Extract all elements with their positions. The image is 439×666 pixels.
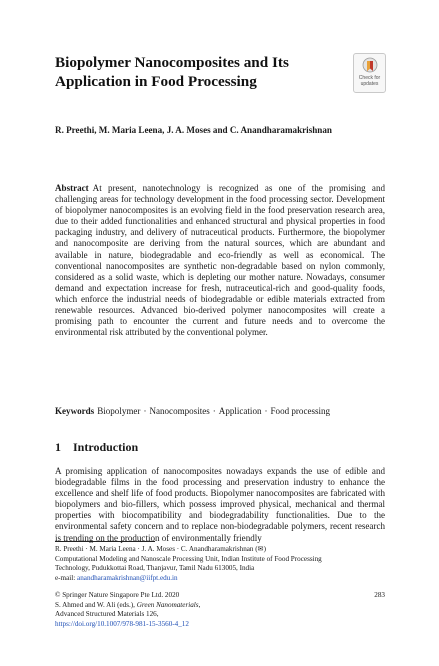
doi-link[interactable]: https://doi.org/10.1007/978-981-15-3560-4_12 — [55, 619, 189, 628]
section-number: 1 — [55, 440, 61, 454]
abstract-heading: Abstract — [55, 183, 89, 193]
series-line: Advanced Structured Materials 126, — [55, 610, 159, 619]
keyword-separator: · — [143, 406, 147, 416]
footnote-authors: R. Preethi · M. Maria Leena · J. A. Moses · C. Anandharamakrishnan (✉) — [55, 545, 267, 553]
copyright-block — [55, 591, 355, 629]
section-title: Introduction — [73, 440, 139, 454]
copyright-line: © Springer Nature Singapore Pte Ltd. 2020 — [55, 591, 180, 599]
email-link[interactable]: anandharamakrishnan@iifpt.edu.in — [77, 573, 178, 582]
footnote-divider — [55, 541, 155, 542]
keyword: Biopolymer — [97, 406, 141, 416]
badge-label: Check for updates — [358, 75, 381, 87]
keyword: Application — [218, 406, 262, 416]
keyword: Nanocomposites — [149, 406, 210, 416]
book-editors-line: S. Ahmed and W. Ali (eds.), Green Nanomaterials, — [55, 600, 201, 609]
footnote-address: Technology, Pudukkottai Road, Thanjavur, Tamil Nadu 613005, India — [55, 564, 255, 573]
author-list: R. Preethi, M. Maria Leena, J. A. Moses and C. Anandharamakrishnan — [55, 125, 332, 135]
keyword-separator: · — [264, 406, 268, 416]
intro-paragraph: A promising application of nanocomposites nowadays expands the use of edible and biodegradable films in the food processing and preservation industry to enhance the excellence and shelf life of food products. Biopolymer nanocomposites are fabricated with biopolymers and bio-fillers, which possess improved physical, mechanical and thermal properties with biocompatibility and biodegradability functionalities. Due to the environmental safety concern and to replace non-biodegradable polymers, recent research is trending on the production of environmentally friendly — [55, 466, 385, 543]
keyword: Food processing — [270, 406, 331, 416]
keywords — [55, 406, 385, 417]
keywords-heading: Keywords — [55, 406, 95, 416]
abstract — [55, 183, 385, 338]
page-number: 283 — [374, 591, 385, 599]
bookmark-ribbon-icon — [362, 57, 378, 75]
keyword-separator: · — [212, 406, 216, 416]
email-label: e-mail: — [55, 573, 76, 582]
abstract-text: At present, nanotechnology is recognized as one of the promising and challenging areas for technology development in the food processing sector. Development of biopolymer nanocomposites is an evolving field in the food preservation research area, due to their added functionalities and enhanced structural and physical properties in food packaging industry, and delivery of nutraceutical products. Furthermore, the biopolymer and nanocomposite are deriving from the natural sources, which are abundant and available in nature, biodegradable and eco-friendly as well as economical. The conventional nanocomposites are synthetic non-degradable based on nylon commonly, considered as a solid waste, which is depleting our mother nature. Nowadays, consumer demand and expectation increase for fresh, nutraceutical-rich and good-quality foods, which enforce the industrial needs of biodegradable or edible materials extracted from renewable resources. Advanced bio-derived polymer nanocomposites will create a promising path to encounter the current and future needs and to overcome the environmental risk attributed by the conventional polymer. — [55, 183, 385, 338]
footnote-email-line — [55, 574, 385, 584]
section-heading — [55, 440, 385, 455]
check-for-updates-badge[interactable] — [353, 53, 386, 93]
footnote-affiliation: Computational Modeling and Nanoscale Processing Unit, Indian Institute of Food Processing — [55, 554, 322, 563]
book-title: Green Nanomaterials — [136, 600, 199, 609]
paper-title: Biopolymer Nanocomposites and Its Application in Food Processing — [55, 54, 289, 90]
author-affiliation-footnote — [55, 545, 385, 583]
